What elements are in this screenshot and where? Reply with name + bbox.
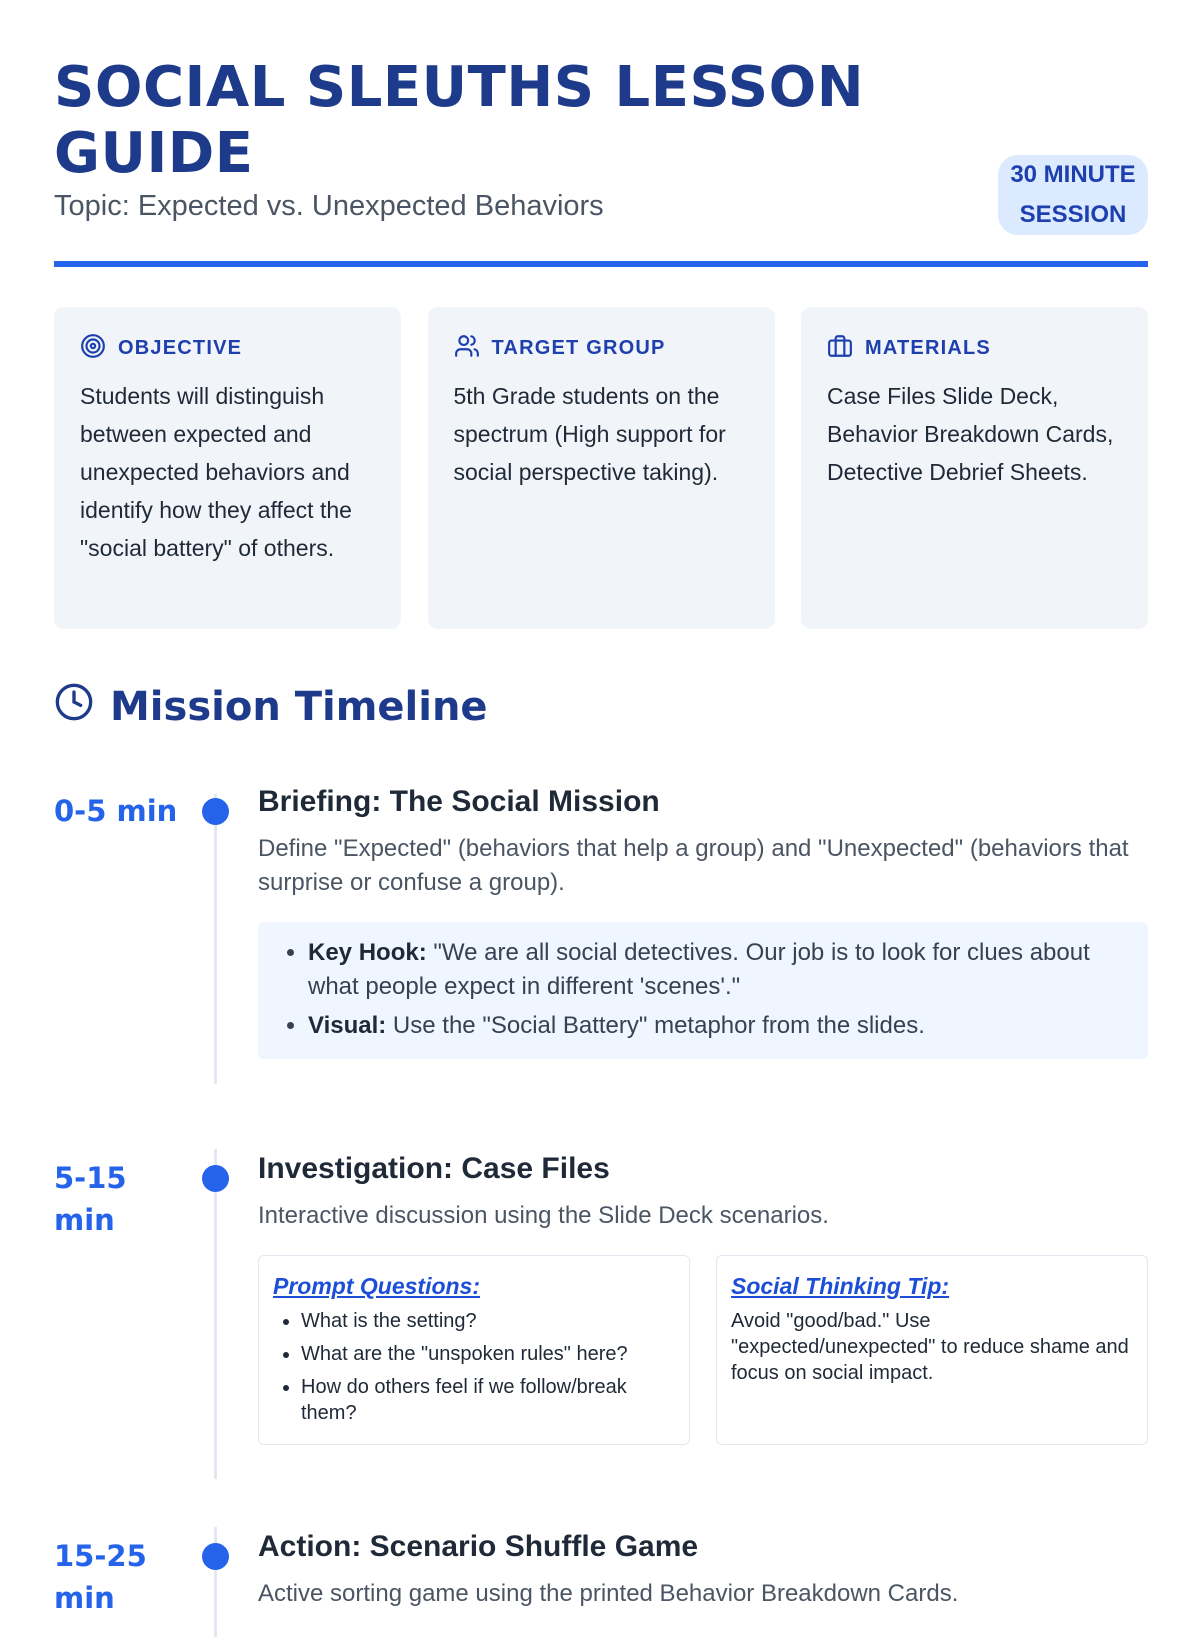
timeline-time: 0-5 min bbox=[54, 794, 178, 828]
investigation-boxes bbox=[258, 1255, 1148, 1445]
objective-text: Students will distinguish between expected and unexpected behaviors and identify how they affect the "social battery" of others. bbox=[80, 383, 352, 561]
key-hook-box bbox=[258, 922, 1148, 1059]
timeline-time: 5-15 min bbox=[54, 1161, 127, 1237]
bullet-label: Key Hook: bbox=[308, 939, 427, 966]
list-item: • What are the "unspoken rules" here? bbox=[301, 1341, 675, 1367]
bullet-text: "We are all social detectives. Our job is to look for clues about what people expect in different 'scenes'." bbox=[308, 939, 1090, 1000]
materials-text: Case Files Slide Deck, Behavior Breakdown Cards, Detective Debrief Sheets. bbox=[827, 383, 1114, 485]
target-group-label: TARGET GROUP bbox=[491, 336, 666, 359]
social-thinking-tip-title: Social Thinking Tip: bbox=[731, 1273, 950, 1299]
timeline-item-investigation bbox=[54, 1149, 1148, 1479]
prompt-questions-box bbox=[258, 1255, 690, 1445]
timeline-title: Action: Scenario Shuffle Game bbox=[258, 1530, 699, 1563]
bullet-text: Use the "Social Battery" metaphor from the slides. bbox=[386, 1012, 925, 1039]
timeline-description: Define "Expected" (behaviors that help a group) and "Unexpected" (behaviors that surprise or confuse a group). bbox=[258, 835, 1129, 896]
timeline-dot bbox=[202, 1165, 229, 1192]
list-item: • What is the setting? bbox=[301, 1308, 675, 1334]
target-group-card bbox=[428, 307, 775, 629]
social-thinking-tip-box bbox=[716, 1255, 1148, 1445]
timeline-dot bbox=[202, 798, 229, 825]
timeline-item-action bbox=[54, 1527, 1148, 1637]
list-item: • How do others feel if we follow/break them? bbox=[301, 1374, 675, 1426]
target-group-text: 5th Grade students on the spectrum (High support for social perspective taking). bbox=[453, 383, 726, 485]
timeline-line bbox=[214, 1149, 217, 1479]
timeline-time: 15-25 min bbox=[54, 1539, 147, 1615]
materials-card bbox=[801, 307, 1148, 629]
page-title: SOCIAL SLEUTHS LESSON GUIDE bbox=[54, 55, 865, 186]
bullet-label: Visual: bbox=[308, 1012, 387, 1039]
objective-card bbox=[54, 307, 401, 629]
timeline-item-briefing bbox=[54, 782, 1148, 1102]
social-thinking-tip-text: Avoid "good/bad." Use "expected/unexpected" to reduce shame and focus on social impact. bbox=[731, 1310, 1129, 1384]
list-item bbox=[308, 936, 1128, 1004]
timeline-dot bbox=[202, 1543, 229, 1570]
target-icon bbox=[80, 333, 106, 364]
materials-label: MATERIALS bbox=[865, 336, 991, 359]
header-divider bbox=[54, 261, 1148, 267]
duration-badge: 30 MINUTE SESSION bbox=[998, 155, 1148, 235]
briefcase-icon bbox=[827, 333, 853, 364]
clock-icon bbox=[54, 682, 94, 732]
objective-label: OBJECTIVE bbox=[118, 336, 243, 359]
timeline-description: Active sorting game using the printed Behavior Breakdown Cards. bbox=[258, 1580, 959, 1607]
list-item bbox=[308, 1009, 1128, 1043]
page-subtitle: Topic: Expected vs. Unexpected Behaviors bbox=[54, 190, 604, 222]
info-cards bbox=[54, 307, 1148, 629]
timeline-title: Briefing: The Social Mission bbox=[258, 785, 660, 818]
timeline-description: Interactive discussion using the Slide Deck scenarios. bbox=[258, 1202, 829, 1229]
timeline-title: Investigation: Case Files bbox=[258, 1152, 610, 1185]
timeline-heading-text: Mission Timeline bbox=[110, 684, 488, 730]
timeline-heading bbox=[54, 682, 488, 732]
prompt-questions-title: Prompt Questions: bbox=[273, 1273, 481, 1299]
page-header bbox=[54, 55, 1148, 228]
users-icon bbox=[454, 333, 480, 364]
timeline-line bbox=[214, 794, 217, 1084]
